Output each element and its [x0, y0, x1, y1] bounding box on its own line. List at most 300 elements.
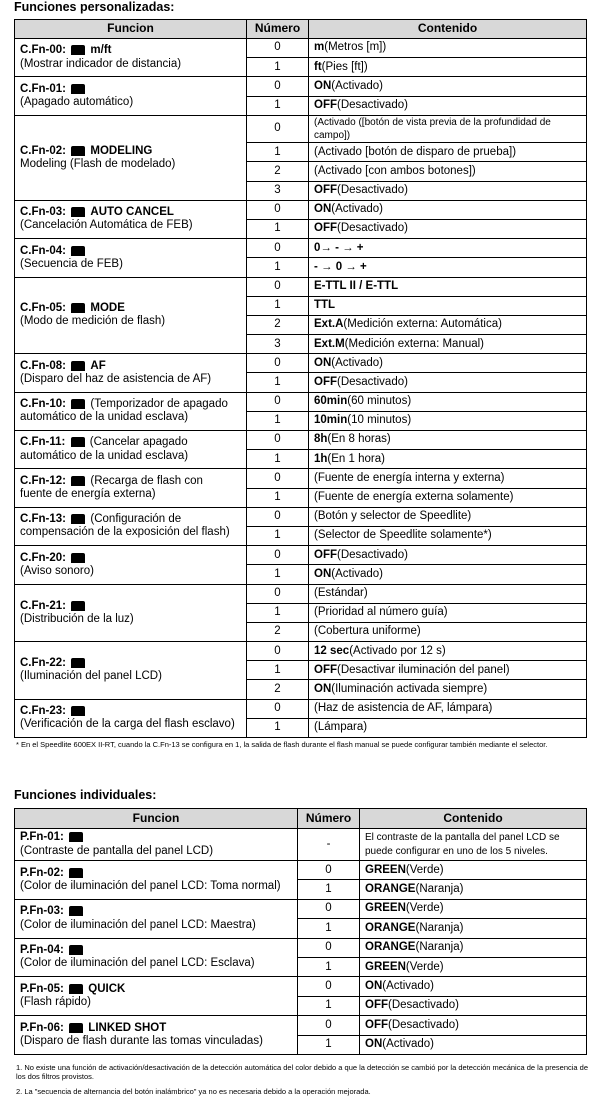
function-tag: (Cancelar apagado: [89, 436, 188, 449]
content-cell: [309, 77, 587, 96]
content-cell: [360, 899, 587, 918]
number-cell: 0: [247, 115, 309, 142]
content-cell: [309, 546, 587, 565]
function-tag: MODELING: [90, 144, 153, 157]
function-description: (Disparo de flash durante las tomas vinculadas): [20, 1035, 263, 1048]
content-description: (Metros [m]): [324, 41, 387, 54]
content-cell: [309, 507, 587, 526]
content-cell: [309, 373, 587, 392]
content-cell: [309, 143, 587, 162]
function-description: (Modo de medición de flash): [20, 315, 166, 328]
content-description: (Desactivar iluminación del panel): [337, 663, 510, 676]
function-cell: [15, 642, 247, 700]
function-code: C.Fn-05:: [20, 302, 66, 315]
function-tag: LINKED SHOT: [88, 1021, 167, 1034]
content-cell: [360, 861, 587, 880]
content-description: El contraste de la pantalla del panel LCD se puede configurar en uno de los 5 niveles.: [365, 832, 560, 857]
number-cell: 1: [247, 603, 309, 622]
number-cell: 1: [247, 296, 309, 315]
function-code: C.Fn-21:: [20, 599, 66, 612]
content-cell: [309, 277, 587, 296]
content-description: (Desactivado): [388, 999, 459, 1012]
content-cell: [309, 39, 587, 58]
content-value: OFF: [365, 1018, 388, 1031]
function-description: (Contraste de pantalla del panel LCD): [20, 844, 214, 857]
function-description: (Verificación de la carga del flash esclavo): [20, 718, 235, 731]
table-row: [15, 584, 587, 603]
number-cell: 1: [247, 258, 309, 277]
number-cell: 0: [298, 899, 360, 918]
individual-functions-table: [14, 808, 587, 1055]
content-cell: [309, 181, 587, 200]
content-cell: [360, 938, 587, 957]
content-value: GREEN: [365, 902, 406, 915]
content-description: (En 1 hora): [327, 452, 385, 465]
function-icon: [71, 706, 85, 716]
function-icon: [69, 1023, 83, 1033]
content-value: GREEN: [365, 960, 406, 973]
table-row: [15, 546, 587, 565]
table-row: [15, 239, 587, 258]
function-code: C.Fn-22:: [20, 657, 66, 670]
number-cell: 0: [247, 546, 309, 565]
content-cell: [309, 431, 587, 450]
content-cell: [309, 584, 587, 603]
function-code: P.Fn-01:: [20, 831, 64, 844]
function-cell: [15, 354, 247, 392]
function-tag: (Configuración de: [90, 513, 182, 526]
content-description: (Medición externa: Automática): [343, 318, 502, 331]
function-code: C.Fn-23:: [20, 705, 66, 718]
header-number: Número: [247, 20, 309, 39]
number-cell: 0: [247, 699, 309, 718]
function-code: P.Fn-03:: [20, 905, 64, 918]
content-cell: [309, 335, 587, 354]
function-description: (Distribución de la luz): [20, 612, 134, 625]
table-row: [15, 899, 587, 918]
function-description: fuente de energía externa): [20, 488, 156, 501]
content-value: ORANGE: [365, 941, 416, 954]
content-description: (En 8 horas): [327, 433, 391, 446]
number-cell: 1: [247, 411, 309, 430]
content-cell: [309, 642, 587, 661]
function-description: (Mostrar indicador de distancia): [20, 57, 182, 70]
number-cell: 3: [247, 335, 309, 354]
content-description: (Prioridad al número guía): [314, 606, 448, 619]
number-cell: 0: [247, 354, 309, 373]
table-row: [15, 277, 587, 296]
content-value: OFF: [314, 375, 337, 388]
table-row: [15, 938, 587, 957]
function-code: C.Fn-00:: [20, 44, 66, 57]
content-cell: [309, 239, 587, 258]
content-cell: [360, 977, 587, 996]
function-cell: [15, 699, 247, 737]
content-value: 60min: [314, 395, 348, 408]
content-value: OFF: [365, 999, 388, 1012]
content-description: (Selector de Speedlite solamente*): [314, 529, 492, 542]
content-description: (Desactivado): [388, 1018, 459, 1031]
content-description: (Botón y selector de Speedlite): [314, 510, 472, 523]
content-value: ON: [314, 79, 332, 92]
content-description: (Verde): [405, 960, 444, 973]
content-value: - → 0 → +: [314, 260, 367, 273]
content-cell: [309, 680, 587, 699]
function-icon: [69, 832, 83, 842]
content-value: 8h: [314, 433, 328, 446]
function-code: C.Fn-11:: [20, 436, 66, 449]
content-description: (Activado): [331, 567, 384, 580]
function-code: C.Fn-13:: [20, 513, 66, 526]
function-code: P.Fn-04:: [20, 944, 64, 957]
function-tag: QUICK: [88, 983, 126, 996]
content-cell: [309, 661, 587, 680]
content-cell: [360, 1035, 587, 1054]
content-cell: [360, 829, 587, 861]
content-cell: [360, 1016, 587, 1035]
content-cell: [309, 200, 587, 219]
content-description: (Naranja): [415, 882, 464, 895]
table-row: [15, 861, 587, 880]
number-cell: 1: [247, 219, 309, 238]
function-code: C.Fn-01:: [20, 82, 66, 95]
table-row: [15, 977, 587, 996]
function-tag: (Recarga de flash con: [90, 474, 203, 487]
number-cell: 2: [247, 622, 309, 641]
content-cell: [309, 488, 587, 507]
function-cell: [15, 584, 247, 642]
function-icon: [69, 868, 83, 878]
function-code: C.Fn-20:: [20, 551, 66, 564]
individual-note-2: 2. La "secuencia de alternancia del botón inalámbrico" ya no es necesaria debido a la operación mejorada.: [16, 1087, 371, 1096]
content-value: 0→ - → +: [314, 241, 364, 254]
content-description: (Activado): [382, 979, 435, 992]
function-icon: [69, 945, 83, 955]
function-code: C.Fn-03:: [20, 206, 66, 219]
table-row: [15, 431, 587, 450]
content-description: (Activado): [331, 203, 384, 216]
content-cell: [309, 96, 587, 115]
content-cell: [309, 258, 587, 277]
content-description: (Activado ([botón de vista previa de la profundidad de campo]): [314, 116, 551, 141]
function-description: (Aviso sonoro): [20, 564, 94, 577]
function-code: C.Fn-10:: [20, 398, 66, 411]
function-description: (Color de iluminación del panel LCD: Toma normal): [20, 879, 281, 892]
function-code: C.Fn-08:: [20, 359, 66, 372]
number-cell: 1: [247, 96, 309, 115]
content-cell: [309, 392, 587, 411]
number-cell: 0: [247, 469, 309, 488]
table-row: [15, 392, 587, 411]
individual-functions-heading: Funciones individuales:: [14, 788, 157, 802]
content-cell: [309, 115, 587, 142]
function-icon: [71, 553, 85, 563]
function-icon: [71, 399, 85, 409]
function-code: C.Fn-12:: [20, 474, 66, 487]
content-value: 12 sec: [314, 644, 350, 657]
function-tag: MODE: [90, 302, 125, 315]
content-cell: [360, 880, 587, 899]
content-description: (Lámpara): [314, 721, 368, 734]
content-value: ON: [314, 567, 332, 580]
number-cell: 1: [247, 565, 309, 584]
content-value: Ext.A: [314, 318, 344, 331]
content-description: (Verde): [405, 863, 444, 876]
table-row: [15, 354, 587, 373]
number-cell: 0: [298, 977, 360, 996]
content-value: ON: [314, 203, 332, 216]
content-description: (Estándar): [314, 586, 368, 599]
function-cell: [15, 469, 247, 507]
function-icon: [71, 45, 85, 55]
content-cell: [360, 957, 587, 976]
function-icon: [71, 361, 85, 371]
number-cell: 1: [298, 996, 360, 1015]
function-icon: [71, 84, 85, 94]
function-description: (Cancelación Automática de FEB): [20, 219, 193, 232]
content-cell: [309, 411, 587, 430]
function-cell: [15, 39, 247, 77]
function-cell: [15, 200, 247, 238]
function-code: P.Fn-02:: [20, 866, 64, 879]
number-cell: 3: [247, 181, 309, 200]
number-cell: 0: [247, 431, 309, 450]
content-description: (Fuente de energía interna y externa): [314, 471, 505, 484]
content-cell: [309, 450, 587, 469]
table-row: [15, 39, 587, 58]
number-cell: 1: [298, 919, 360, 938]
content-description: (Activado por 12 s): [349, 644, 446, 657]
content-description: (Activado): [331, 79, 384, 92]
table-row: [15, 77, 587, 96]
function-icon: [71, 476, 85, 486]
content-cell: [309, 469, 587, 488]
content-description: (Desactivado): [337, 375, 408, 388]
content-cell: [309, 526, 587, 545]
function-code: P.Fn-06:: [20, 1021, 64, 1034]
content-description: (10 minutos): [347, 414, 412, 427]
content-description: (Iluminación activada siempre): [331, 682, 488, 695]
content-cell: [309, 565, 587, 584]
function-code: P.Fn-05:: [20, 983, 64, 996]
individual-note-1: 1. No existe una función de activación/desactivación de la detección automática del color debido a que la detección se cambió por la detección mecánica de la presencia de los dos filtros provistos.: [16, 1063, 589, 1082]
content-description: (Verde): [405, 902, 444, 915]
content-description: (Medición externa: Manual): [344, 337, 485, 350]
function-description: (Disparo del haz de asistencia de AF): [20, 372, 212, 385]
number-cell: 1: [247, 661, 309, 680]
content-cell: [309, 162, 587, 181]
function-description: (Color de iluminación del panel LCD: Maestra): [20, 918, 256, 931]
content-value: TTL: [314, 299, 336, 312]
content-value: ORANGE: [365, 921, 416, 934]
content-description: (Activado): [331, 356, 384, 369]
content-value: OFF: [314, 548, 337, 561]
content-cell: [309, 219, 587, 238]
function-icon: [71, 303, 85, 313]
header-function: Funcion: [15, 809, 298, 829]
header-content: Contenido: [309, 20, 587, 39]
content-value: E-TTL II / E-TTL: [314, 279, 399, 292]
number-cell: 1: [247, 58, 309, 77]
number-cell: 0: [247, 507, 309, 526]
function-cell: [15, 392, 247, 430]
number-cell: 1: [298, 1035, 360, 1054]
number-cell: 1: [247, 373, 309, 392]
function-cell: [15, 77, 247, 115]
table-row: [15, 115, 587, 142]
content-value: ON: [365, 979, 383, 992]
content-value: Ext.M: [314, 337, 345, 350]
content-value: OFF: [314, 222, 337, 235]
number-cell: 0: [247, 77, 309, 96]
content-cell: [309, 718, 587, 737]
function-tag: m/ft: [90, 44, 112, 57]
content-value: OFF: [314, 663, 337, 676]
function-cell: [15, 829, 298, 861]
function-code: C.Fn-04:: [20, 244, 66, 257]
number-cell: 0: [247, 642, 309, 661]
function-description: (Apagado automático): [20, 96, 134, 109]
function-description: Modeling (Flash de modelado): [20, 157, 176, 170]
content-cell: [309, 699, 587, 718]
table-row: [15, 507, 587, 526]
function-cell: [15, 899, 298, 938]
content-description: (Naranja): [415, 941, 464, 954]
number-cell: 0: [298, 938, 360, 957]
function-description: (Color de iluminación del panel LCD: Esclava): [20, 957, 255, 970]
content-value: OFF: [314, 99, 337, 112]
custom-functions-table: [14, 19, 587, 738]
header-function: Funcion: [15, 20, 247, 39]
content-description: (Activado): [382, 1038, 435, 1051]
content-value: ft: [314, 60, 322, 73]
content-cell: [309, 354, 587, 373]
number-cell: 0: [298, 1016, 360, 1035]
function-description: (Flash rápido): [20, 996, 91, 1009]
function-tag: AUTO CANCEL: [90, 206, 174, 219]
content-cell: [309, 58, 587, 77]
function-cell: [15, 861, 298, 900]
function-cell: [15, 977, 298, 1016]
function-tag: AF: [90, 359, 106, 372]
number-cell: 0: [298, 861, 360, 880]
number-cell: 1: [247, 526, 309, 545]
function-cell: [15, 115, 247, 200]
content-value: m: [314, 41, 325, 54]
function-icon: [71, 601, 85, 611]
content-value: OFF: [314, 184, 337, 197]
function-tag: (Temporizador de apagado: [90, 398, 228, 411]
function-icon: [71, 246, 85, 256]
number-cell: 0: [247, 277, 309, 296]
function-cell: [15, 277, 247, 354]
content-description: (Pies [ft]): [321, 60, 368, 73]
number-cell: 1: [298, 880, 360, 899]
content-description: (60 minutos): [347, 395, 412, 408]
function-cell: [15, 431, 247, 469]
function-icon: [69, 906, 83, 916]
content-cell: [309, 622, 587, 641]
table-row: [15, 1016, 587, 1035]
content-description: (Haz de asistencia de AF, lámpara): [314, 702, 493, 715]
content-description: (Cobertura uniforme): [314, 625, 421, 638]
function-icon: [71, 437, 85, 447]
content-description: (Desactivado): [337, 99, 408, 112]
content-value: 1h: [314, 452, 328, 465]
function-cell: [15, 938, 298, 977]
content-cell: [360, 996, 587, 1015]
function-icon: [71, 146, 85, 156]
number-cell: 2: [247, 162, 309, 181]
number-cell: 1: [247, 718, 309, 737]
function-code: C.Fn-02:: [20, 144, 66, 157]
content-cell: [309, 603, 587, 622]
number-cell: 1: [247, 143, 309, 162]
function-cell: [15, 507, 247, 545]
function-cell: [15, 1016, 298, 1055]
number-cell: 0: [247, 200, 309, 219]
function-cell: [15, 546, 247, 584]
function-icon: [71, 207, 85, 217]
table-row: [15, 469, 587, 488]
table-row: [15, 642, 587, 661]
content-value: ON: [314, 682, 332, 695]
number-cell: 1: [298, 957, 360, 976]
content-description: (Activado [botón de disparo de prueba]): [314, 145, 517, 158]
function-icon: [69, 984, 83, 994]
function-description: (Secuencia de FEB): [20, 257, 123, 270]
content-description: (Fuente de energía externa solamente): [314, 491, 514, 504]
content-description: (Activado [con ambos botones]): [314, 164, 476, 177]
number-cell: 1: [247, 488, 309, 507]
number-cell: 0: [247, 392, 309, 411]
content-description: (Naranja): [415, 921, 464, 934]
content-description: (Desactivado): [337, 184, 408, 197]
content-value: 10min: [314, 414, 348, 427]
function-description: automático de la unidad esclava): [20, 449, 189, 462]
number-cell: 2: [247, 680, 309, 699]
content-cell: [360, 919, 587, 938]
number-cell: -: [298, 829, 360, 861]
table-row: [15, 829, 587, 861]
content-value: ON: [314, 356, 332, 369]
function-description: (Iluminación del panel LCD): [20, 670, 162, 683]
content-description: (Desactivado): [337, 548, 408, 561]
function-icon: [71, 658, 85, 668]
header-number: Número: [298, 809, 360, 829]
function-description: automático de la unidad esclava): [20, 411, 189, 424]
number-cell: 2: [247, 315, 309, 334]
header-content: Contenido: [360, 809, 587, 829]
function-icon: [71, 514, 85, 524]
function-cell: [15, 239, 247, 277]
table-row: [15, 699, 587, 718]
content-value: GREEN: [365, 863, 406, 876]
content-cell: [309, 296, 587, 315]
content-description: (Desactivado): [337, 222, 408, 235]
number-cell: 0: [247, 39, 309, 58]
content-cell: [309, 315, 587, 334]
content-value: ORANGE: [365, 882, 416, 895]
custom-functions-heading: Funciones personalizadas:: [14, 0, 175, 14]
number-cell: 0: [247, 239, 309, 258]
table-row: [15, 200, 587, 219]
number-cell: 1: [247, 450, 309, 469]
custom-footnote: * En el Speedlite 600EX II-RT, cuando la C.Fn-13 se configura en 1, la salida de flash durante el flash manual se puede configurar también mediante el selector.: [16, 740, 548, 749]
function-description: compensación de la exposición del flash): [20, 526, 230, 539]
number-cell: 0: [247, 584, 309, 603]
content-value: ON: [365, 1038, 383, 1051]
